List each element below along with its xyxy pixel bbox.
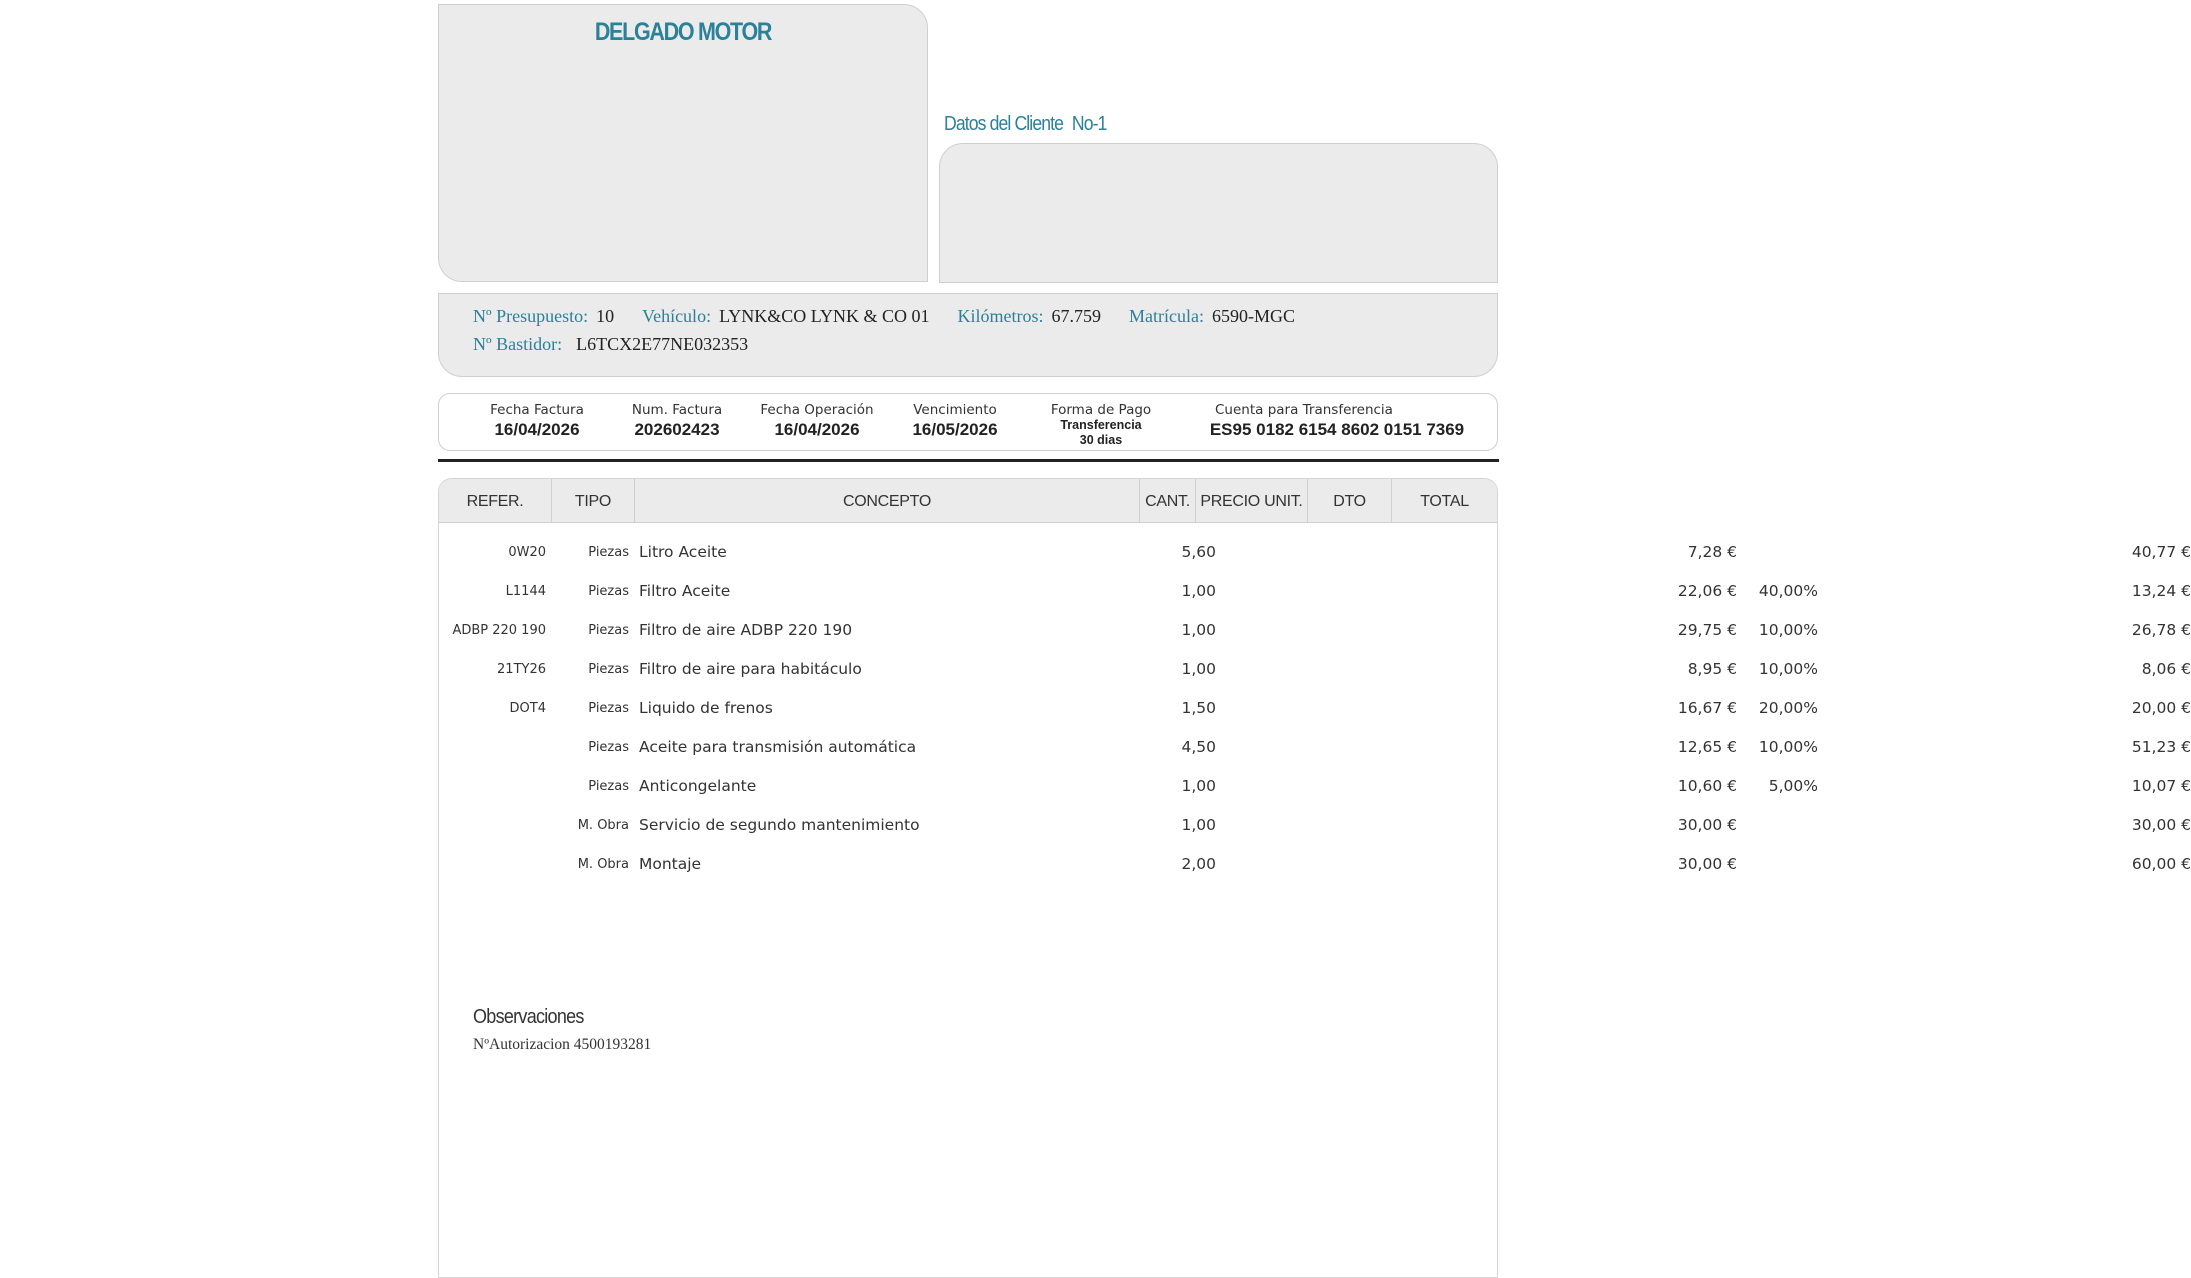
cell-cant: 1,00 [1181,582,1216,600]
fecha-operacion-value: 16/04/2026 [774,420,860,439]
fecha-operacion [749,402,885,440]
cell-dto: 10,00% [1758,660,1818,678]
forma-pago-value: Transferencia [1060,418,1142,432]
presupuesto-label: Nº Presupuesto: [473,306,589,326]
cell-tipo: Piezas [588,701,629,716]
cell-concepto: Servicio de segundo mantenimiento [639,816,920,834]
fecha-factura-label: Fecha Factura [490,402,584,418]
cell-ref [439,728,546,767]
cell-concepto: Filtro de aire ADBP 220 190 [639,621,853,639]
client-box [939,143,1498,283]
table-row [439,845,2191,884]
cell-concepto: Litro Aceite [639,543,727,561]
cell-tipo: M. Obra [577,818,629,833]
cell-precio: 22,06 € [1677,582,1737,600]
forma-pago [1031,402,1171,448]
cell-precio: 7,28 € [1687,543,1737,561]
presupuesto-value: 10 [596,306,615,326]
cell-concepto: Liquido de frenos [639,699,773,717]
cuenta-label: Cuenta para Transferencia [1215,402,1393,418]
cuenta-transferencia [1197,402,1477,440]
km-label: Kilómetros: [957,306,1044,326]
cell-concepto: Filtro Aceite [639,582,731,600]
table-row [439,806,2191,845]
cell-total: 40,77 € [2131,543,2191,561]
cell-dto: 10,00% [1758,738,1818,756]
table-row [439,533,2191,572]
cell-ref [439,806,546,845]
cell-total: 20,00 € [2131,699,2191,717]
client-number: No-1 [1071,113,1107,135]
cell-tipo: Piezas [588,623,629,638]
divider-line [438,459,1499,462]
matricula-label: Matrícula: [1128,306,1204,326]
cell-precio: 29,75 € [1677,621,1737,639]
vencimiento-label: Vencimiento [913,402,997,418]
fecha-factura-value: 16/04/2026 [494,420,580,439]
header-ref: REFER. [439,479,552,523]
cell-ref: DOT4 [509,701,546,716]
vehiculo-label: Vehículo: [642,306,712,326]
forma-pago-label: Forma de Pago [1050,402,1152,418]
cell-concepto: Aceite para transmisión automática [639,738,917,756]
observaciones-title: Observaciones [473,1006,584,1028]
cell-concepto: Filtro de aire para habitáculo [639,660,862,678]
observaciones-text: NºAutorizacion 4500193281 [473,1036,652,1053]
cell-cant: 1,00 [1181,816,1216,834]
vehicle-info-row-2 [473,334,776,355]
cell-precio: 16,67 € [1677,699,1737,717]
forma-pago-dias: 30 dias [1079,433,1123,447]
table-row [439,689,2191,728]
table-row [439,767,2191,806]
vehicle-info-box [438,293,1498,377]
company-name: DELGADO MOTOR [594,18,772,46]
header-total: TOTAL [1420,493,1469,510]
matricula-value: 6590-MGC [1211,306,1295,326]
cell-total: 13,24 € [2131,582,2191,600]
cell-total: 26,78 € [2131,621,2191,639]
cell-dto: 20,00% [1758,699,1818,717]
cell-total: 60,00 € [2131,855,2191,873]
cell-tipo: Piezas [588,662,629,677]
table-header [439,479,1497,523]
cell-dto: 40,00% [1758,582,1818,600]
num-factura [617,402,737,440]
cell-dto: 10,00% [1758,621,1818,639]
cell-total: 30,00 € [2131,816,2191,834]
table-row [439,728,2191,767]
cell-cant: 4,50 [1181,738,1216,756]
vehiculo-value: LYNK&CO LYNK & CO 01 [719,306,930,326]
cuenta-value: ES95 0182 6154 8602 0151 7369 [1209,420,1465,439]
bastidor-value: L6TCX2E77NE032353 [576,334,749,354]
num-factura-value: 202602423 [634,420,720,439]
header-tipo: TIPO [552,479,635,523]
cell-total: 51,23 € [2131,738,2191,756]
num-factura-label: Num. Factura [631,402,723,418]
header-cant: CANT. [1140,479,1196,523]
vencimiento-value: 16/05/2026 [912,420,998,439]
fecha-factura [477,402,597,440]
fecha-operacion-label: Fecha Operación [760,402,874,418]
cell-dto: 5,00% [1768,777,1818,795]
cell-concepto: Montaje [639,855,702,873]
vehicle-info-row-1 [473,306,1323,327]
cell-precio: 30,00 € [1677,855,1737,873]
cell-tipo: M. Obra [577,857,629,872]
cell-total: 10,07 € [2131,777,2191,795]
cell-ref: L1144 [505,584,546,599]
table-row [439,572,2191,611]
invoice-info-bar [438,393,1498,451]
cell-ref: ADBP 220 190 [452,623,546,638]
cell-ref: 21TY26 [497,662,546,677]
cell-precio: 30,00 € [1677,816,1737,834]
cell-precio: 12,65 € [1677,738,1737,756]
header-dto: DTO [1308,479,1392,523]
cell-cant: 1,00 [1181,621,1216,639]
table-row [439,650,2191,689]
cell-cant: 1,50 [1181,699,1216,717]
cell-cant: 5,60 [1181,543,1216,561]
header-precio: PRECIO UNIT. [1196,479,1308,523]
table-row [439,611,2191,650]
client-title [944,113,1107,136]
cell-precio: 10,60 € [1677,777,1737,795]
cell-ref: 0W20 [508,545,546,560]
vencimiento [895,402,1015,440]
cell-cant: 1,00 [1181,660,1216,678]
client-title-label: Datos del Cliente [944,113,1064,135]
header-concepto: CONCEPTO [635,479,1140,523]
cell-ref [439,845,546,884]
cell-cant: 1,00 [1181,777,1216,795]
bastidor-label: Nº Bastidor: [473,334,563,354]
cell-tipo: Piezas [588,545,629,560]
cell-tipo: Piezas [588,584,629,599]
cell-tipo: Piezas [588,779,629,794]
cell-concepto: Anticongelante [639,777,757,795]
cell-cant: 2,00 [1181,855,1216,873]
km-value: 67.759 [1051,306,1101,326]
cell-precio: 8,95 € [1687,660,1737,678]
cell-ref [439,767,546,806]
cell-total: 8,06 € [2141,660,2191,678]
cell-tipo: Piezas [588,740,629,755]
